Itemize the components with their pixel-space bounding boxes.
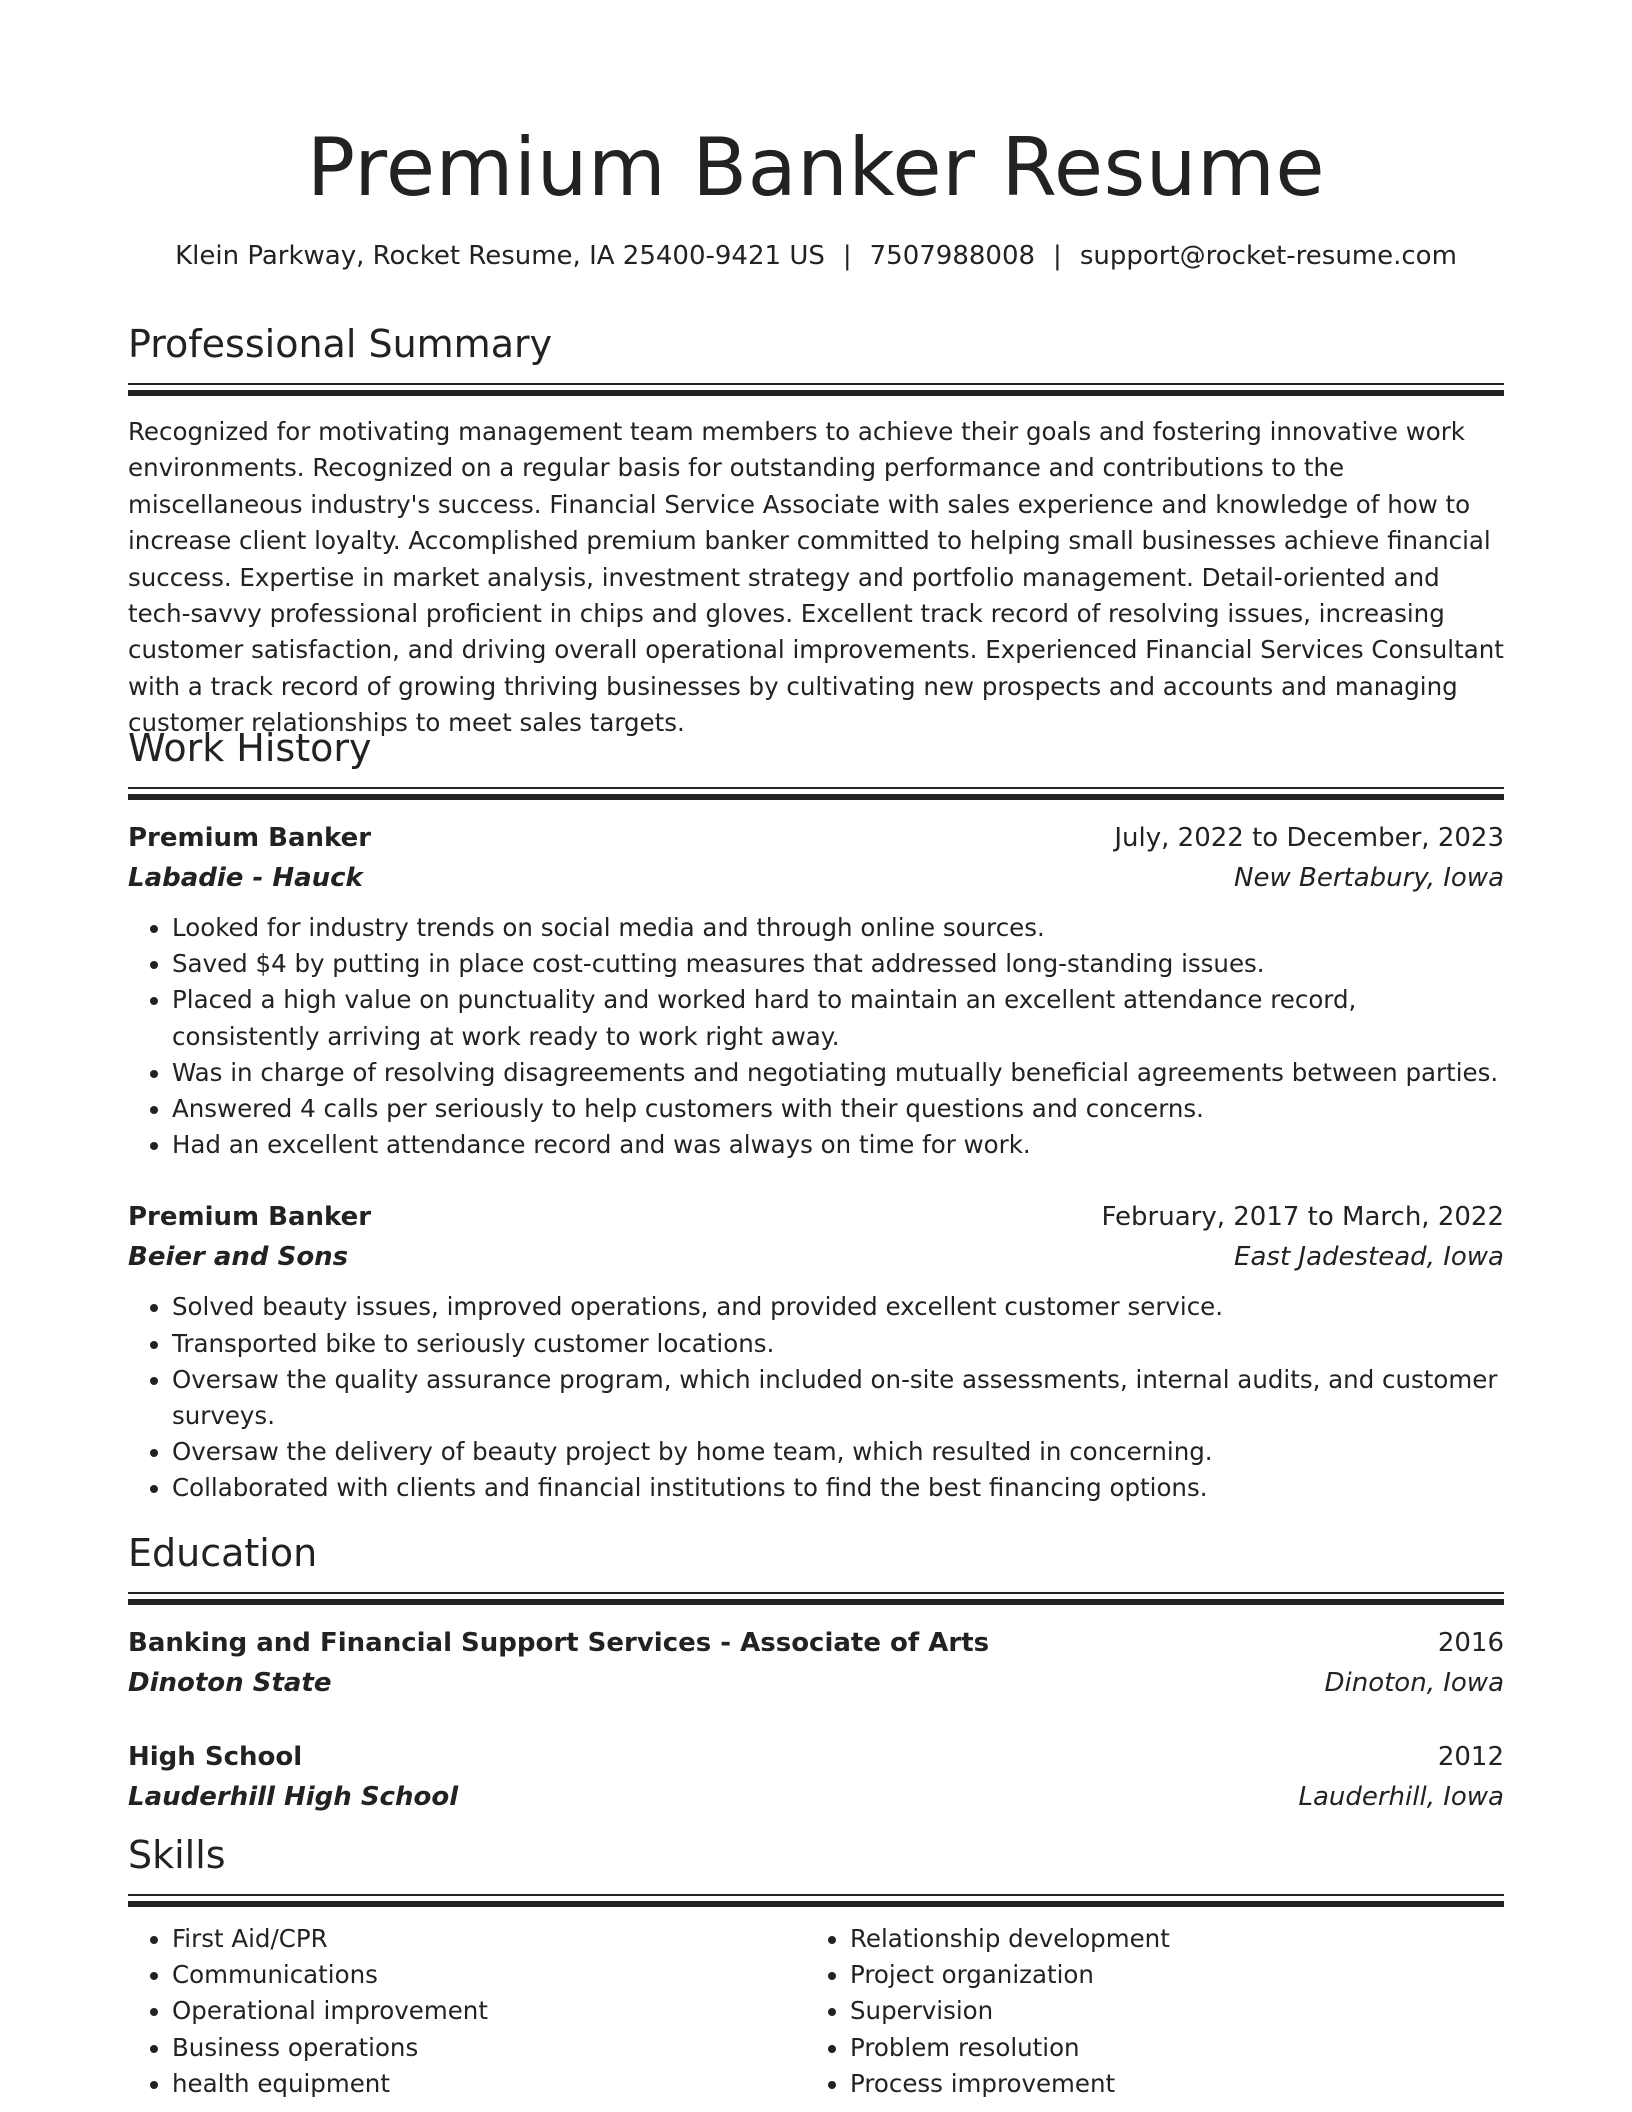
summary-text: Recognized for motivating management team members to achieve their goals and fostering innovative work environments. Recognized on a regular basis for outstanding performance and contributions to the miscellaneous industry's success. Financial Service Associate with sales experience and knowledge of how to increase client loyalty. Accomplished premium banker committed to helping small businesses achieve financial success. Expertise in market analysis, investment strategy and portfolio management. Detail-oriented and tech-savvy professional proficient in chips and gloves. Excellent track record of resolving issues, increasing customer satisfaction, and driving overall operational improvements. Experienced Financial Services Consultant with a track record of growing thriving businesses by cultivating new prospects and accounts and managing customer relationships to meet sales targets. (128, 417, 1504, 738)
skill-item: • Operational improvement (172, 1993, 806, 2029)
contact-line (128, 238, 1504, 274)
list-item: • Collaborated with clients and financial institutions to find the best financing options. (172, 1470, 1504, 1506)
section-divider (128, 1592, 1504, 1605)
skill-item: • Problem resolution (850, 2030, 1484, 2066)
summary-heading: Professional Summary (128, 322, 553, 366)
skills-columns (128, 1921, 1504, 2102)
education-entry (128, 1623, 1504, 1703)
job-dates: February, 2017 to March, 2022 (1101, 1202, 1504, 1233)
section-divider (128, 1894, 1504, 1907)
contact-separator: | (1053, 241, 1062, 271)
job-company: Beier and Sons (128, 1242, 349, 1273)
education-heading: Education (128, 1531, 318, 1575)
section-divider (128, 383, 1504, 396)
skills-list-right (806, 1921, 1484, 2102)
education-section (128, 1528, 1504, 1817)
skill-item: • Supervision (850, 1993, 1484, 2029)
list-item: • Solved beauty issues, improved operations, and provided excellent customer service. (172, 1289, 1504, 1325)
education-entry (128, 1737, 1504, 1817)
job-company: Labadie - Hauck (128, 863, 363, 893)
job-bullets (128, 1289, 1504, 1506)
contact-address: Klein Parkway, Rocket Resume, IA 25400-9421 US (175, 241, 825, 271)
list-item: • Oversaw the quality assurance program, which included on-site assessments, internal audits, and customer surveys. (172, 1362, 1504, 1434)
job-location: New Bertabury, Iowa (1234, 863, 1504, 893)
contact-email: support@rocket-resume.com (1079, 241, 1457, 271)
skill-item: • health equipment (172, 2066, 806, 2102)
skill-item: • Business operations (172, 2030, 806, 2066)
skill-item: • Communications (172, 1957, 806, 1993)
job-role: Premium Banker (128, 1202, 372, 1233)
education-degree: High School (128, 1742, 303, 1772)
list-item: • Oversaw the delivery of beauty project by home team, which resulted in concerning. (172, 1434, 1504, 1470)
education-year: 2016 (1437, 1628, 1504, 1658)
contact-phone: 7507988008 (869, 241, 1036, 271)
job-entry (128, 818, 1504, 1163)
skill-item: • First Aid/CPR (172, 1921, 806, 1957)
skill-item: • Relationship development (850, 1921, 1484, 1957)
skills-heading: Skills (128, 1833, 226, 1877)
summary-section (128, 319, 1504, 742)
list-item: • Looked for industry trends on social media and through online sources. (172, 910, 1504, 946)
work-history-section (128, 723, 1504, 1507)
education-school: Lauderhill High School (128, 1782, 459, 1812)
list-item: • Answered 4 calls per seriously to help customers with their questions and concerns. (172, 1091, 1504, 1127)
section-divider (128, 787, 1504, 800)
education-location: Lauderhill, Iowa (1298, 1782, 1504, 1812)
job-location: East Jadestead, Iowa (1234, 1242, 1504, 1273)
education-location: Dinoton, Iowa (1324, 1668, 1504, 1698)
education-year: 2012 (1437, 1742, 1504, 1772)
list-item: • Had an excellent attendance record and was always on time for work. (172, 1127, 1504, 1163)
resume-title: Premium Banker Resume (306, 121, 1326, 214)
list-item: • Saved $4 by putting in place cost-cutting measures that addressed long-standing issues. (172, 946, 1504, 982)
education-school: Dinoton State (128, 1668, 332, 1698)
job-role: Premium Banker (128, 823, 372, 853)
job-dates: July, 2022 to December, 2023 (1114, 823, 1504, 853)
list-item: • Was in charge of resolving disagreements and negotiating mutually beneficial agreements between parties. (172, 1055, 1504, 1091)
skills-list-left (128, 1921, 806, 2102)
list-item: • Transported bike to seriously customer locations. (172, 1326, 1504, 1362)
skills-section (128, 1830, 1504, 2102)
list-item: • Placed a high value on punctuality and worked hard to maintain an excellent attendance record, consistently arriving at work ready to work right away. (172, 982, 1504, 1054)
contact-separator: | (842, 241, 852, 271)
skill-item: • Project organization (850, 1957, 1484, 1993)
skill-item: • Process improvement (850, 2066, 1484, 2102)
work-history-heading: Work History (128, 726, 372, 770)
job-bullets (128, 910, 1504, 1163)
education-degree: Banking and Financial Support Services - Associate of Arts (128, 1628, 990, 1658)
job-entry (128, 1197, 1504, 1506)
